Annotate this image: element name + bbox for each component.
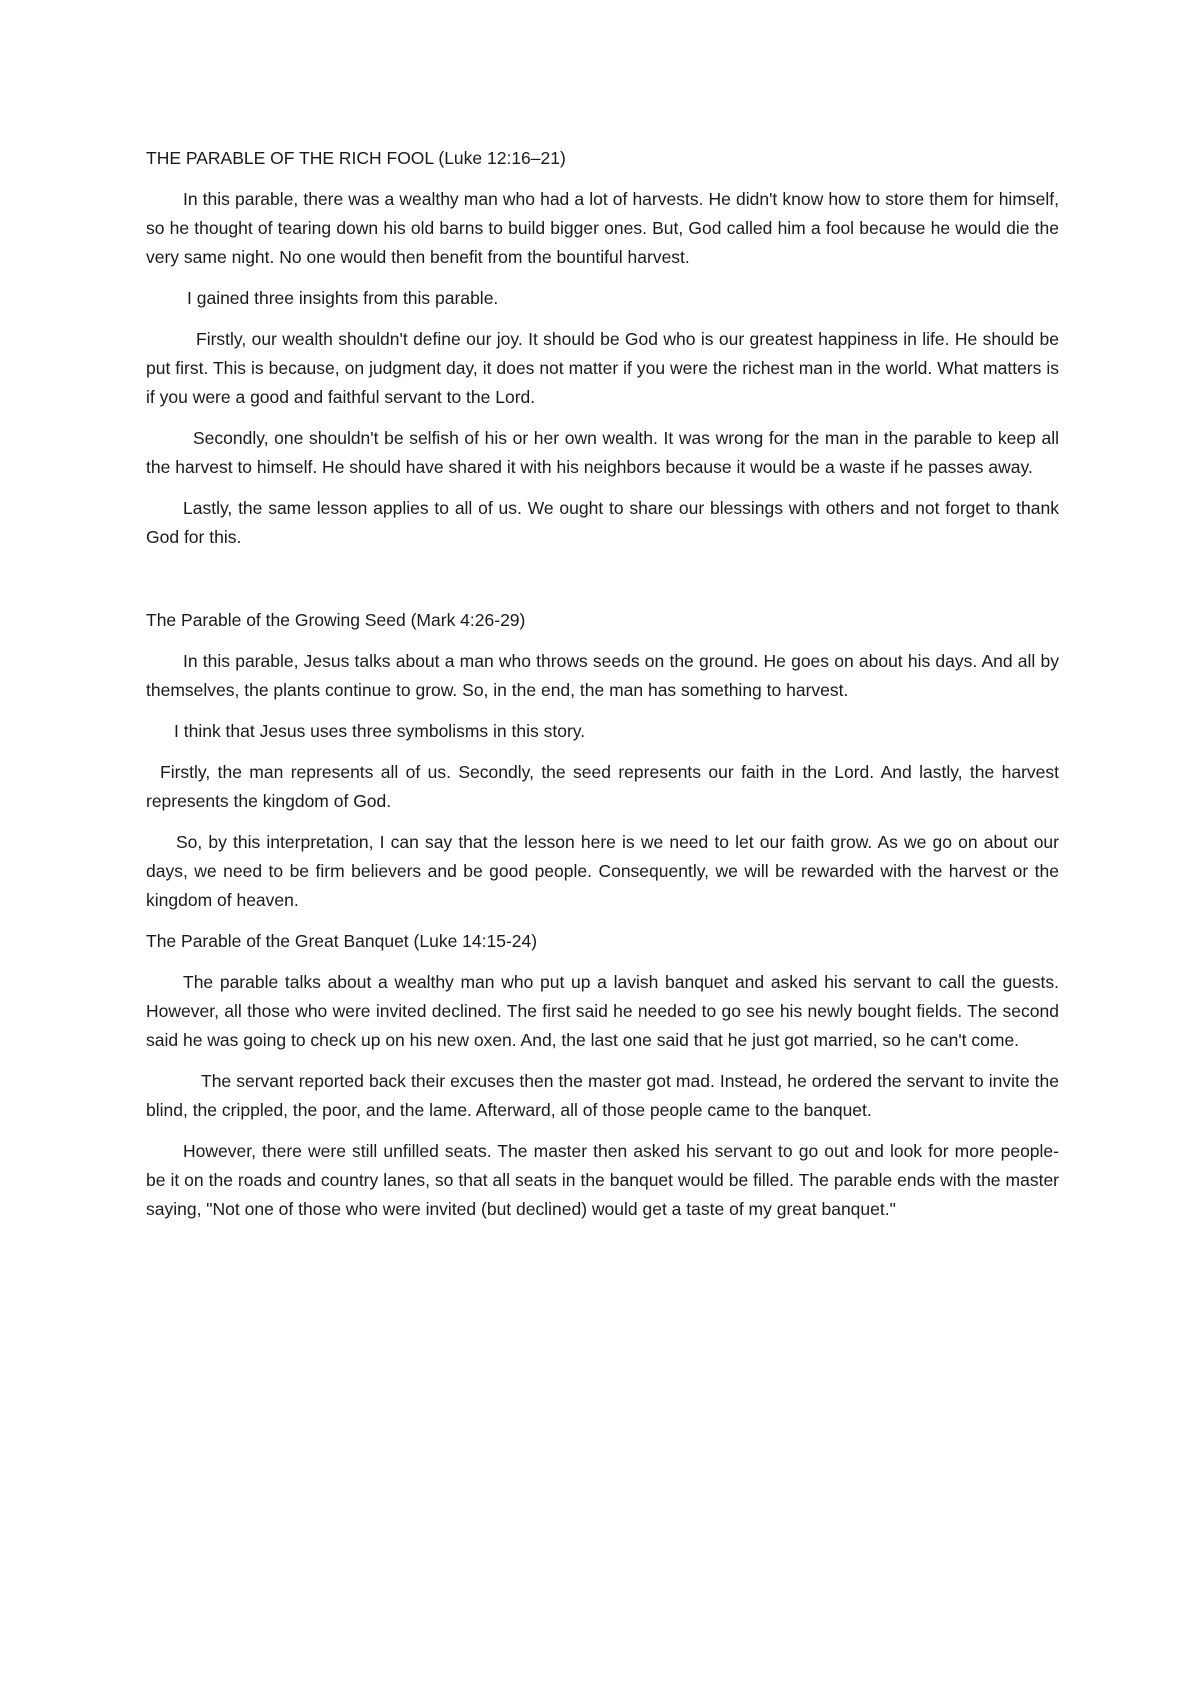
paragraph: So, by this interpretation, I can say that the lesson here is we need to let our faith grow. As we go on about our days, we need to be firm believers and be good people. Consequently, we will be rewarded with the harvest or the kingdom of heaven.: [146, 832, 1059, 910]
section-heading-growing-seed: The Parable of the Growing Seed (Mark 4:26-29): [146, 610, 526, 630]
paragraph: The parable talks about a wealthy man who put up a lavish banquet and asked his servant to call the guests. However, all those who were invited declined. The first said he needed to go see his newly bought fields. The second said he was going to check up on his new oxen. And, the last one said that he just got married, so he can't come.: [146, 972, 1059, 1050]
paragraph: Firstly, the man represents all of us. Secondly, the seed represents our faith in the Lord. And lastly, the harvest represents the kingdom of God.: [146, 762, 1059, 811]
section-heading-great-banquet: The Parable of the Great Banquet (Luke 14:15-24): [146, 931, 538, 951]
paragraph: Secondly, one shouldn't be selfish of his or her own wealth. It was wrong for the man in the parable to keep all the harvest to himself. He should have shared it with his neighbors because it would be a waste if he passes away.: [146, 428, 1059, 477]
paragraph: In this parable, there was a wealthy man who had a lot of harvests. He didn't know how to store them for himself, so he thought of tearing down his old barns to build bigger ones. But, God called him a fool because he would die the very same night. No one would then benefit from the bountiful harvest.: [146, 189, 1059, 267]
paragraph: Lastly, the same lesson applies to all of us. We ought to share our blessings with others and not forget to thank God for this.: [146, 498, 1059, 547]
paragraph: The servant reported back their excuses then the master got mad. Instead, he ordered the servant to invite the blind, the crippled, the poor, and the lame. Afterward, all of those people came to the banquet.: [146, 1071, 1059, 1120]
section-heading-rich-fool: THE PARABLE OF THE RICH FOOL (Luke 12:16–21): [146, 148, 566, 168]
document-page: [146, 144, 1059, 1236]
paragraph: In this parable, Jesus talks about a man who throws seeds on the ground. He goes on about his days. And all by themselves, the plants continue to grow. So, in the end, the man has something to harvest.: [146, 651, 1059, 700]
paragraph: I think that Jesus uses three symbolisms in this story.: [174, 721, 586, 741]
paragraph: I gained three insights from this parable.: [187, 288, 499, 308]
paragraph: Firstly, our wealth shouldn't define our joy. It should be God who is our greatest happiness in life. He should be put first. This is because, on judgment day, it does not matter if you were the richest man in the world. What matters is if you were a good and faithful servant to the Lord.: [146, 329, 1059, 407]
paragraph: However, there were still unfilled seats. The master then asked his servant to go out and look for more people- be it on the roads and country lanes, so that all seats in the banquet would be filled. The parable ends with the master saying, "Not one of those who were invited (but declined) would get a taste of my great banquet.": [146, 1141, 1059, 1219]
